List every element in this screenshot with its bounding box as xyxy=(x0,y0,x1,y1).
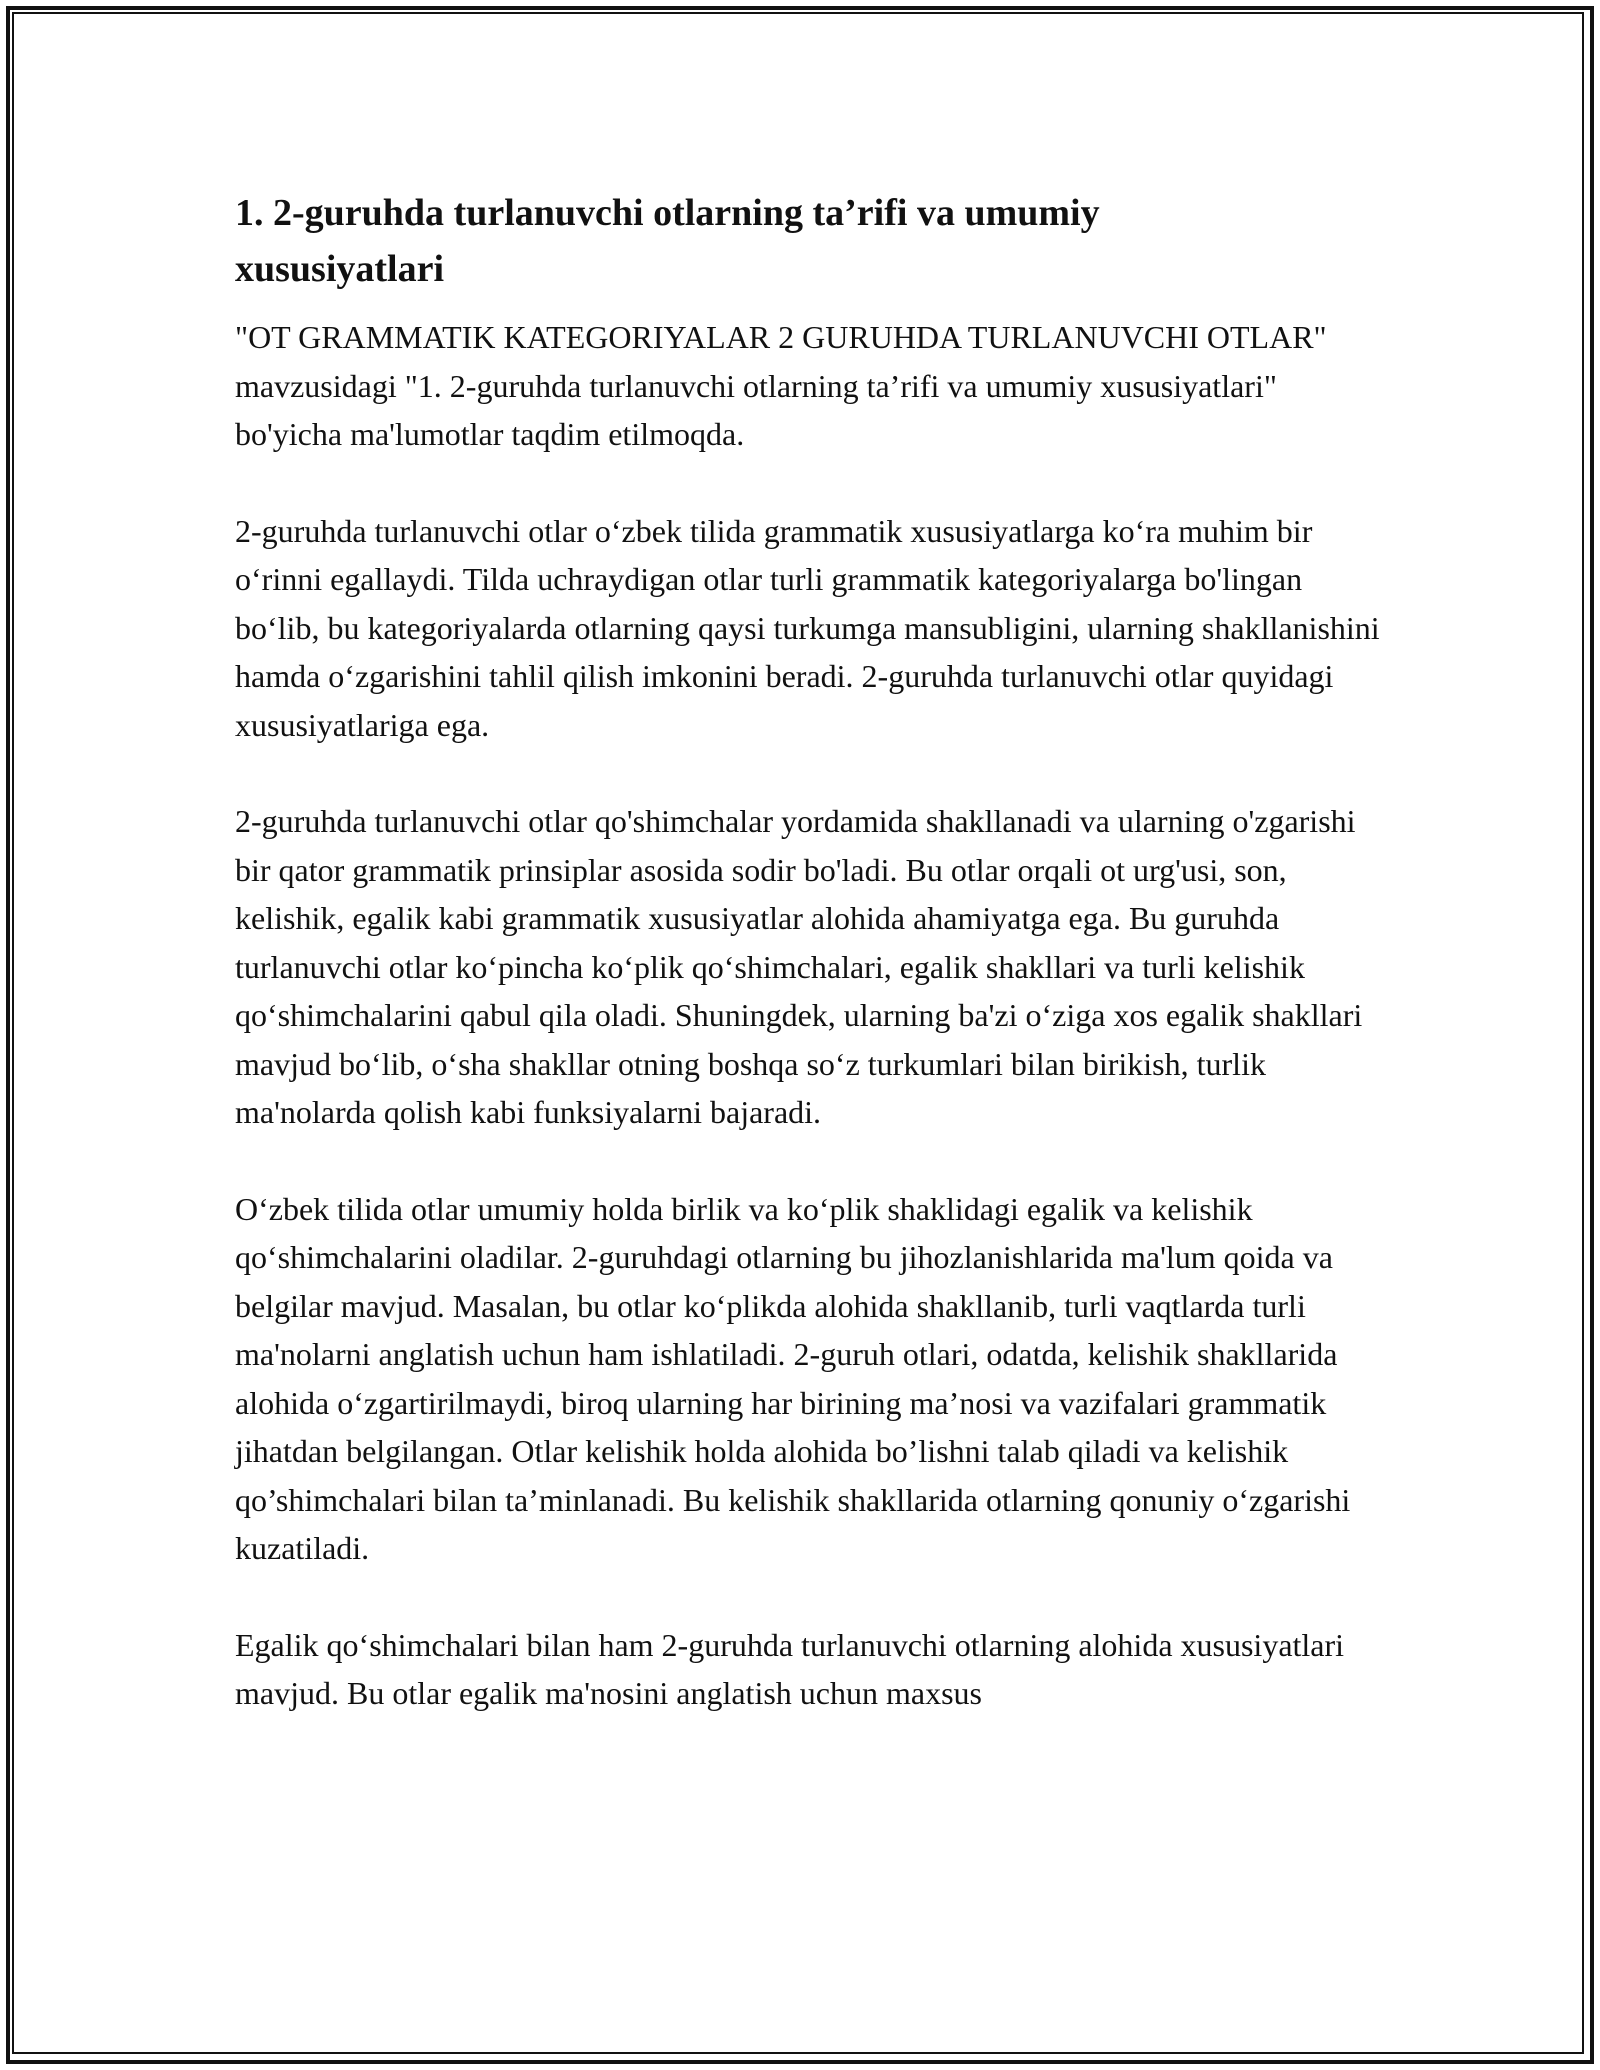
document-body xyxy=(235,185,1385,1766)
paragraph-possessive: Egalik qo‘shimchalari bilan ham 2-guruhda turlanuvchi otlarning alohida xususiyatlari mavjud. Bu otlar egalik ma'nosini anglatish uchun maxsus xyxy=(235,1626,1345,1711)
paragraph-intro: "OT GRAMMATIK KATEGORIYALAR 2 GURUHDA TURLANUVCHI OTLAR" mavzusidagi "1. 2-guruhda turlanuvchi otlarning ta’rifi va umumiy xususiyatlari" bo'yicha ma'lumotlar taqdim etilmoqda. xyxy=(235,319,1327,452)
section-heading: 1. 2-guruhda turlanuvchi otlarning ta’rifi va umumiy xususiyatlari xyxy=(235,192,1100,290)
paragraph-case-forms: O‘zbek tilida otlar umumiy holda birlik va ko‘plik shaklidagi egalik va kelishik qo‘shimchalarini oladilar. 2-guruhdagi otlarning bu jihozlanishlarida ma'lum qoida va belgilar mavjud. Masalan, bu otlar ko‘plikda alohida shakllanib, turli vaqtlarda turli ma'nolarni anglatish uchun ham ishlatiladi. 2-guruh otlari, odatda, kelishik shakllarida alohida o‘zgartirilmaydi, biroq ularning har birining ma’nosi va vazifalari grammatik jihatdan belgilangan. Otlar kelishik holda alohida bo’lishni talab qiladi va kelishik qo’shimchalari bilan ta’minlanadi. Bu kelishik shakllarida otlarning qonuniy o‘zgarishi kuzatiladi. xyxy=(235,1190,1351,1566)
paragraph-definition: 2-guruhda turlanuvchi otlar o‘zbek tilida grammatik xususiyatlarga ko‘ra muhim bir o‘rinni egallaydi. Tilda uchraydigan otlar turli grammatik kategoriyalarga bo'lingan bo‘lib, bu kategoriyalarda otlarning qaysi turkumga mansubligini, ularning shakllanishini hamda o‘zgarishini tahlil qilish imkonini beradi. 2-guruhda turlanuvchi otlar quyidagi xususiyatlariga ega. xyxy=(235,512,1380,743)
paragraph-formation: 2-guruhda turlanuvchi otlar qo'shimchalar yordamida shakllanadi va ularning o'zgarishi bir qator grammatik prinsiplar asosida sodir bo'ladi. Bu otlar orqali ot urg'usi, son, kelishik, egalik kabi grammatik xususiyatlar alohida ahamiyatga ega. Bu guruhda turlanuvchi otlar ko‘pincha ko‘plik qo‘shimchalari, egalik shakllari va turli kelishik qo‘shimchalarini qabul qila oladi. Shuningdek, ularning ba'zi o‘ziga xos egalik shakllari mavjud bo‘lib, o‘sha shakllar otning boshqa so‘z turkumlari bilan birikish, turlik ma'nolarda qolish kabi funksiyalarni bajaradi. xyxy=(235,803,1363,1130)
